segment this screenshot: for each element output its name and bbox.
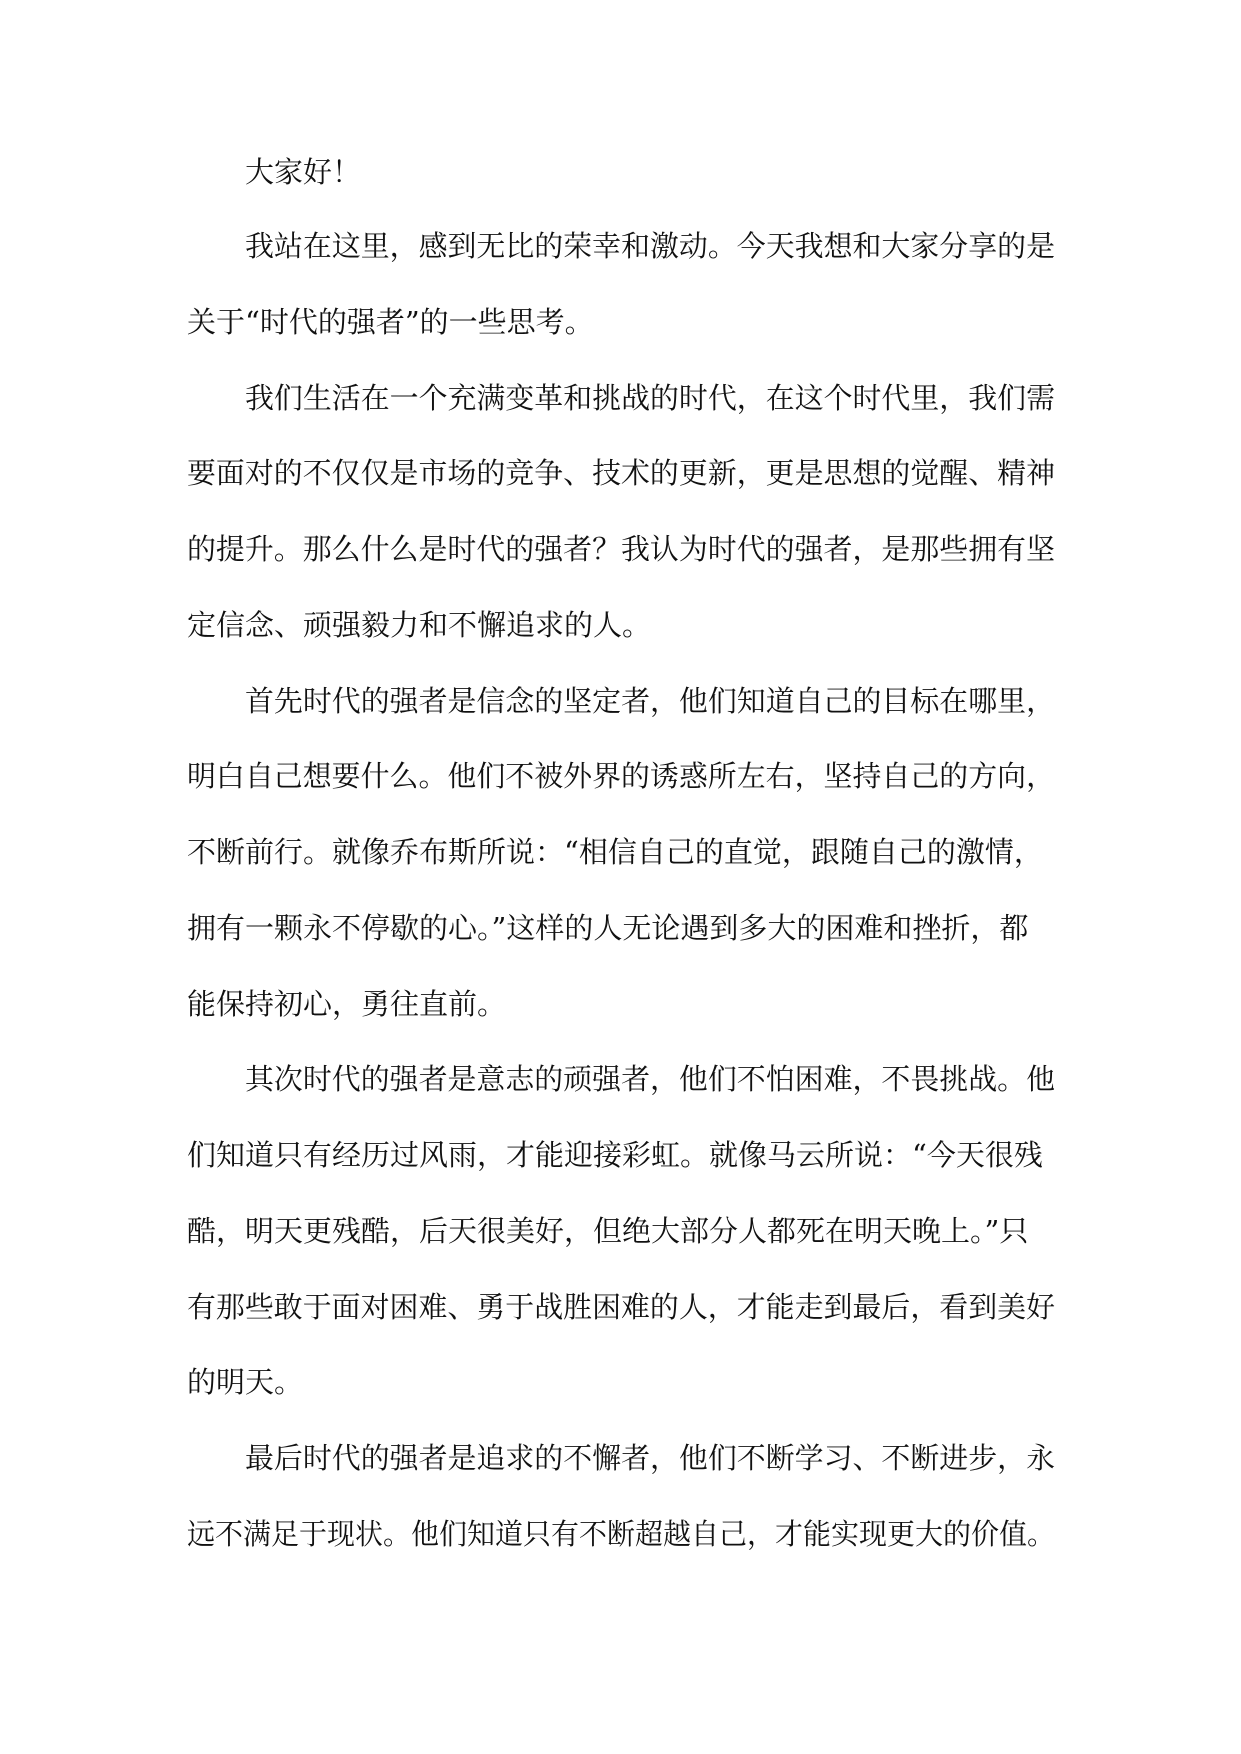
paragraph-2-line-4: 定信念、顽强毅力和不懈追求的人。 <box>187 608 652 642</box>
paragraph-4-line-3: 酷，明天更残酷，后天很美好，但绝大部分人都死在明天晚上。”只 <box>187 1214 1029 1248</box>
greeting-line: 大家好！ <box>245 155 362 189</box>
paragraph-4-line-4: 有那些敢于面对困难、勇于战胜困难的人，才能走到最后，看到美好 <box>187 1290 1056 1324</box>
paragraph-1-line-1: 我站在这里，感到无比的荣幸和激动。今天我想和大家分享的是 <box>245 229 1056 263</box>
paragraph-3-line-2: 明白自己想要什么。他们不被外界的诱惑所左右，坚持自己的方向， <box>187 759 1056 793</box>
paragraph-1-line-2: 关于“时代的强者”的一些思考。 <box>187 305 594 339</box>
paragraph-3-line-1: 首先时代的强者是信念的坚定者，他们知道自己的目标在哪里， <box>245 684 1056 718</box>
paragraph-3-line-5: 能保持初心，勇往直前。 <box>187 987 507 1021</box>
paragraph-5-line-2: 远不满足于现状。他们知道只有不断超越自己，才能实现更大的价值。 <box>187 1517 1056 1551</box>
paragraph-3-line-4: 拥有一颗永不停歇的心。”这样的人无论遇到多大的困难和挫折，都 <box>187 911 1029 945</box>
paragraph-2-line-1: 我们生活在一个充满变革和挑战的时代，在这个时代里，我们需 <box>245 381 1056 415</box>
paragraph-2-line-2: 要面对的不仅仅是市场的竞争、技术的更新，更是思想的觉醒、精神 <box>187 456 1056 490</box>
paragraph-4-line-2: 们知道只有经历过风雨，才能迎接彩虹。就像马云所说：“今天很残 <box>187 1138 1043 1172</box>
paragraph-3-line-3: 不断前行。就像乔布斯所说：“相信自己的直觉，跟随自己的激情， <box>187 835 1043 869</box>
paragraph-2-line-3: 的提升。那么什么是时代的强者？我认为时代的强者，是那些拥有坚 <box>187 532 1056 566</box>
paragraph-4-line-1: 其次时代的强者是意志的顽强者，他们不怕困难，不畏挑战。他 <box>245 1062 1056 1096</box>
paragraph-4-line-5: 的明天。 <box>187 1365 304 1399</box>
paragraph-5-line-1: 最后时代的强者是追求的不懈者，他们不断学习、不断进步，永 <box>245 1441 1056 1475</box>
